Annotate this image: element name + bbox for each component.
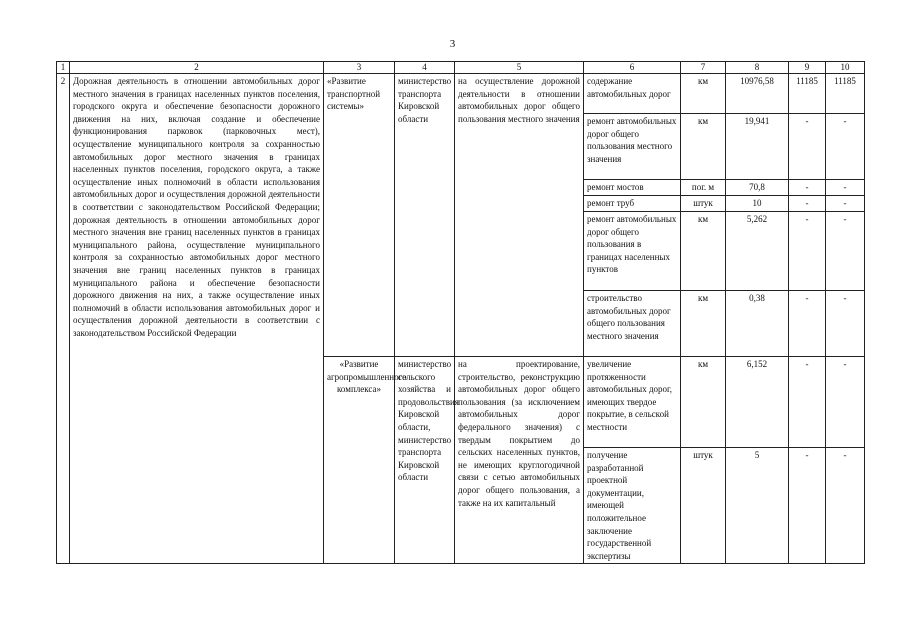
indicator-cell: содержание автомобильных дорог — [584, 74, 681, 114]
program-name: «Развитие транспортной системы» — [324, 74, 395, 357]
value-col9: - — [789, 180, 826, 196]
indicator-cell: ремонт мостов — [584, 180, 681, 196]
value-col9: 11185 — [789, 74, 826, 114]
indicator-cell: ремонт автомобильных дорог общего пользования местного значения — [584, 114, 681, 180]
unit-cell: пог. м — [681, 180, 726, 196]
value-col8: 19,941 — [726, 114, 789, 180]
value-col9: - — [789, 291, 826, 357]
purpose-text: на проектирование, строительство, реконструкцию автомобильных дорог общего пользования (за исключением автомобильных дорог федерального значения) с твердым покрытием до сельских населенных пунктов, не имеющих круглогодичной связи с сетью автомобильных дорог общего пользования, а также на их капитальный — [455, 357, 584, 564]
purpose-text: на осуществление дорожной деятельности в отношении автомобильных дорог общего пользования местного значения — [455, 74, 584, 357]
column-header: 4 — [395, 62, 455, 74]
column-header: 5 — [455, 62, 584, 74]
column-header: 7 — [681, 62, 726, 74]
value-col10: - — [826, 180, 865, 196]
value-col10: 11185 — [826, 74, 865, 114]
value-col10: - — [826, 212, 865, 291]
column-header: 1 — [57, 62, 70, 74]
ministry-name: министерство сельского хозяйства и продовольствия Кировской области, министерство транспорта Кировской области — [395, 357, 455, 564]
unit-cell: км — [681, 357, 726, 448]
column-header: 3 — [324, 62, 395, 74]
unit-cell: км — [681, 74, 726, 114]
value-col8: 10 — [726, 196, 789, 212]
value-col9: - — [789, 357, 826, 448]
column-header: 2 — [70, 62, 324, 74]
column-header: 6 — [584, 62, 681, 74]
unit-cell: штук — [681, 448, 726, 564]
column-header: 9 — [789, 62, 826, 74]
column-header: 8 — [726, 62, 789, 74]
data-table — [56, 61, 865, 564]
value-col10: - — [826, 357, 865, 448]
column-header-row — [57, 62, 865, 74]
value-col9: - — [789, 448, 826, 564]
activity-description: Дорожная деятельность в отношении автомобильных дорог местного значения в границах населенных пунктов поселения, городского округа и обеспечение безопасности дорожного движения на них, включая создание и обеспечение функционирования парковок (парковочных мест), осуществление муниципального контроля за сохранностью автомобильных дорог местного значения в границах населенных пунктов поселения, городского округа, а также осуществление иных полномочий в области использования автомобильных дорог и осуществления дорожной деятельности в соответствии с законодательством Российской Федерации; дорожная деятельность в отношении автомобильных дорог местного значения вне границ населенных пунктов в границах муниципального района, осуществление муниципального контроля за сохранностью автомобильных дорог местного значения вне границ населенных пунктов в границах муниципального района и обеспечение безопасности дорожного движения на них, а также осуществление иных полномочий в области использования автомобильных дорог и осуществления дорожной деятельности в соответствии с законодательством Российской Федерации — [70, 74, 324, 564]
unit-cell: штук — [681, 196, 726, 212]
value-col8: 5,262 — [726, 212, 789, 291]
table-row — [57, 74, 865, 114]
unit-cell: км — [681, 212, 726, 291]
program-name: «Развитие агропромышленного комплекса» — [324, 357, 395, 564]
indicator-cell: увеличение протяженности автомобильных дорог, имеющих твердое покрытие, в сельской местности — [584, 357, 681, 448]
value-col10: - — [826, 291, 865, 357]
value-col8: 6,152 — [726, 357, 789, 448]
indicator-cell: ремонт труб — [584, 196, 681, 212]
indicator-cell: получение разработанной проектной документации, имеющей положительное заключение государственной экспертизы — [584, 448, 681, 564]
value-col8: 70,8 — [726, 180, 789, 196]
value-col8: 5 — [726, 448, 789, 564]
value-col10: - — [826, 448, 865, 564]
value-col8: 0,38 — [726, 291, 789, 357]
value-col9: - — [789, 212, 826, 291]
value-col9: - — [789, 114, 826, 180]
value-col10: - — [826, 114, 865, 180]
indicator-cell: строительство автомобильных дорог общего пользования местного значения — [584, 291, 681, 357]
unit-cell: км — [681, 291, 726, 357]
page-number: 3 — [449, 38, 456, 50]
ministry-name: министерство транспорта Кировской области — [395, 74, 455, 357]
value-col8: 10976,58 — [726, 74, 789, 114]
indicator-cell: ремонт автомобильных дорог общего пользования в границах населенных пунктов — [584, 212, 681, 291]
column-header: 10 — [826, 62, 865, 74]
unit-cell: км — [681, 114, 726, 180]
value-col10: - — [826, 196, 865, 212]
row-number: 2 — [57, 74, 70, 564]
value-col9: - — [789, 196, 826, 212]
